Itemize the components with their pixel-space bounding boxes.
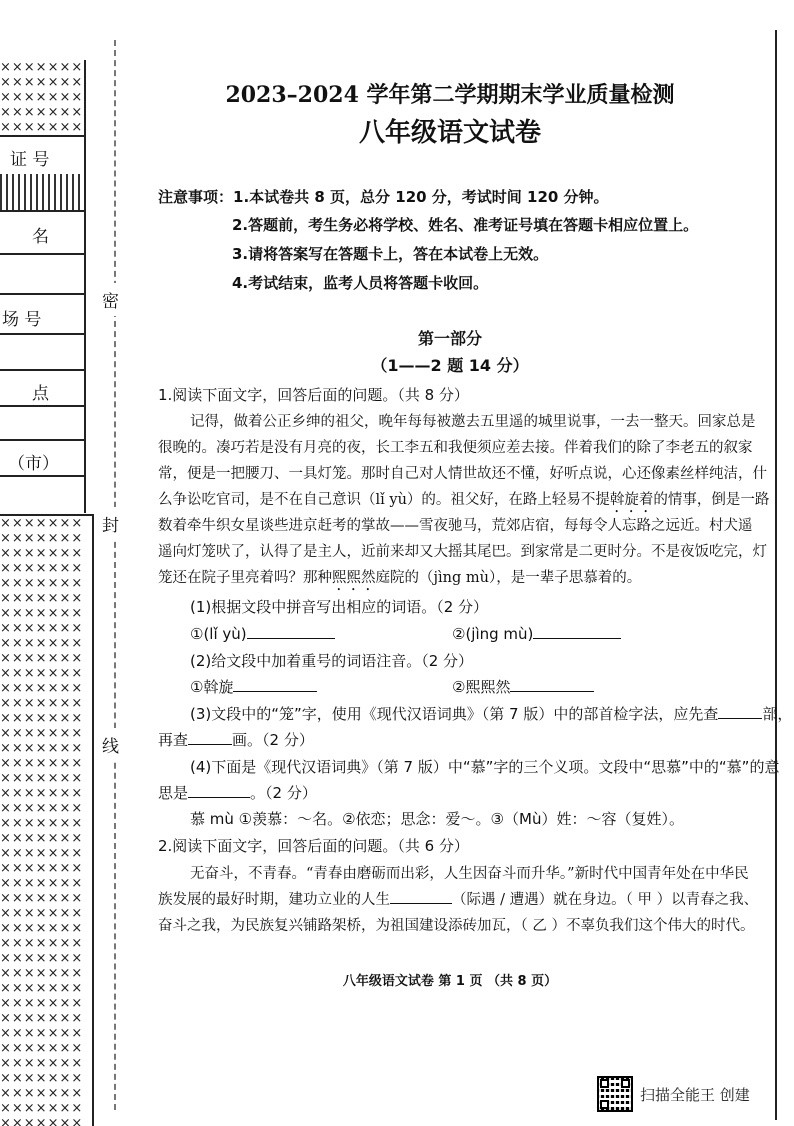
q2-passage-line-2: [158, 888, 758, 909]
q1-sub4-definition: 慕 mù ①羡慕：～名。②依恋；思念：爱～。③（Mù）姓：～容（复姓）。: [190, 810, 684, 828]
q1-sub4-line-2: [158, 782, 317, 803]
q1-sub3-text: (3)文段中的“笼”字，使用《现代汉语词典》（第 7 版）中的部首检字法，应先查: [190, 705, 719, 723]
row-blank-4: [0, 475, 84, 513]
scanner-watermark: 扫描全能王 创建: [640, 1086, 750, 1104]
row-blank-3: [0, 405, 84, 441]
part-range: （1——2 题 14 分）: [371, 356, 529, 375]
row-room: [0, 293, 84, 335]
q1-sub1-a: [190, 624, 335, 643]
row-name: [0, 210, 84, 252]
q2-blank: [390, 889, 452, 904]
label-room: 场 号: [2, 310, 42, 330]
row-city: [0, 439, 84, 477]
q1-prompt: 1.阅读下面文字，回答后面的问题。（共 8 分）: [158, 386, 469, 404]
q1-sub2-a-label: ①斡旋: [190, 678, 234, 696]
q1-sub2-b: [452, 676, 594, 697]
q2-passage-2a: 族发展的最好时期，建功立业的人生: [158, 892, 390, 908]
notice-label: 注意事项：: [158, 188, 234, 206]
q1-passage-line-3: 常，便是一把腰刀、一具灯笼。那时自己对人情世故还不懂，好听点说，心还像素丝样纯洁，什: [158, 466, 767, 482]
q1-sub3-text-c: 再查: [158, 731, 189, 749]
q1-passage-line-7: [158, 566, 641, 594]
seal-dashed-line: [114, 40, 116, 1110]
q1-sub2-b-label: ②熙熙然: [452, 678, 511, 696]
q1-sub1-a-label: ①(lǐ yù): [190, 625, 247, 643]
q1-passage-line-1: 记得，做着公正乡绅的祖父，晚年每每被邀去五里遥的城里说事，一去一整天。回家总是: [190, 414, 756, 430]
q1-sub3-line-1: [190, 703, 792, 724]
row-exam-number: [0, 135, 84, 174]
q1-sub3-text-b: 部，: [762, 705, 793, 723]
notice-item-3: 3.请将答案写在答题卡上，答在本试卷上无效。: [232, 245, 549, 263]
label-city: （市）: [8, 454, 59, 474]
notice-item-2: 2.答题前，考生务必将学校、姓名、准考证号填在答题卡相应位置上。: [232, 216, 699, 234]
q1-passage-7b: 庭院的（jìng mù），是一辈子思慕着的。: [375, 570, 642, 586]
row-blank-2: [0, 333, 84, 371]
seal-char-mi: 密: [102, 283, 119, 316]
q2-prompt: 2.阅读下面文字，回答后面的问题。（共 6 分）: [158, 837, 469, 855]
binding-cross-pattern-bottom: ×××××××××××××××××××××××××××××××××××××××××××××××××××××××××××××××××××××××××××××××××××××××××××××××××××××××××××××××××××××××××××××××××××××××××××××××××××××××××××××××××××××××××××××××××××××××××××××××××××××××××××××××××××××××××××××××××××××××××××××××××××××××××××××××××××××××××××××××××××××××××××××××: [0, 514, 94, 1126]
q1-passage-line-6: 遥向灯笼吠了，认得了是主人，近前来却又大摇其尾巴。到家常是二更时分。不是夜饭吃完，灯: [158, 544, 767, 560]
q1-passage-4a: 么争讼吃官司，是不在自己意识（lǐ yù）的。祖父好，在路上轻易不提: [158, 492, 610, 508]
dotted-word-wovuan: 斡旋着: [609, 492, 654, 508]
notice-item-4: 4.考试结束，监考人员将答题卡收回。: [232, 274, 489, 292]
notice-item-1: 1.本试卷共 8 页，总分 120 分，考试时间 120 分钟。: [233, 188, 609, 206]
right-border-rule: [775, 30, 777, 1120]
qr-code-icon: [597, 1076, 633, 1112]
q1-sub4-text-c: 。（2 分）: [250, 784, 317, 802]
q1-sub3-line-2: [158, 729, 314, 750]
q1-passage-line-5: 数着牵牛织女星谈些进京赶考的掌故——雪夜驰马，荒郊店宿，每每令人忘路之远近。村犬遥: [158, 518, 753, 534]
q1-sub3-blank-strokes: [188, 730, 232, 745]
seal-char-xian: 线: [102, 728, 119, 761]
q2-passage-line-1: 无奋斗，不青春。“青春由磨砺而出彩，人生因奋斗而升华。”新时代中国青年处在中华民: [190, 866, 749, 882]
q1-sub4-line-1: (4)下面是《现代汉语词典》（第 7 版）中“慕”字的三个义项。文段中“思慕”中的“慕”的意: [190, 758, 780, 776]
exam-subtitle: 八年级语文试卷: [358, 118, 541, 148]
q1-sub4-blank: [188, 783, 250, 798]
q1-passage-line-2: 很晚的。凑巧若是没有月亮的夜，长工李五和我便须应差去接。伴着我们的除了李老五的叙家: [158, 440, 753, 456]
candidate-info-table: [0, 135, 86, 513]
q1-sub1-b: [452, 624, 621, 643]
label-name: 名: [32, 227, 49, 247]
row-blank-1: [0, 253, 84, 295]
q1-passage-4b: 的情事，倒是一路: [653, 492, 770, 508]
seal-char-feng: 封: [102, 507, 119, 540]
binding-cross-pattern-top: ×××××××××××××××××××××××××××××××××××: [0, 60, 86, 135]
exam-title: 2023–2024 学年第二学期期末学业质量检测: [225, 82, 675, 108]
q1-sub2-b-blank: [510, 677, 594, 692]
part-title: 第一部分: [417, 329, 482, 348]
q1-passage-line-4: [158, 488, 769, 516]
label-site: 点: [32, 384, 49, 404]
q1-sub3-text-d: 画。（2 分）: [232, 731, 314, 749]
q1-sub1-a-blank: [247, 624, 335, 639]
q1-sub2: (2)给文段中加着重号的词语注音。（2 分）: [190, 652, 474, 670]
q1-sub3-blank-radical: [718, 704, 762, 719]
q1-sub1-b-blank: [533, 624, 621, 639]
exam-number-boxes: [0, 174, 84, 210]
q1-sub2-a-blank: [233, 677, 317, 692]
q1-sub1-b-label: ②(jìng mù): [452, 625, 534, 643]
q2-passage-line-3: 奋斗之我，为民族复兴铺路架桥，为祖国建设添砖加瓦，（ 乙 ）不辜负我们这个伟大的时代。: [158, 918, 755, 934]
notice-line-1: [158, 186, 609, 207]
dotted-word-xixiran: 熙熙然: [332, 570, 376, 586]
label-exam-number: 证 号: [10, 150, 50, 170]
q1-sub2-a: [190, 676, 317, 697]
row-site: [0, 369, 84, 407]
page-footer: 八年级语文试卷 第 1 页 （共 8 页）: [342, 974, 558, 989]
q2-passage-2b: （际遇 / 遭遇）就在身边。（ 甲 ）以青春之我、: [452, 892, 759, 908]
q1-passage-7a: 笼还在院子里亮着吗？那种: [158, 570, 332, 586]
q1-sub4-text-b: 思是: [158, 784, 189, 802]
q1-sub1: (1)根据文段中拼音写出相应的词语。（2 分）: [190, 598, 489, 616]
